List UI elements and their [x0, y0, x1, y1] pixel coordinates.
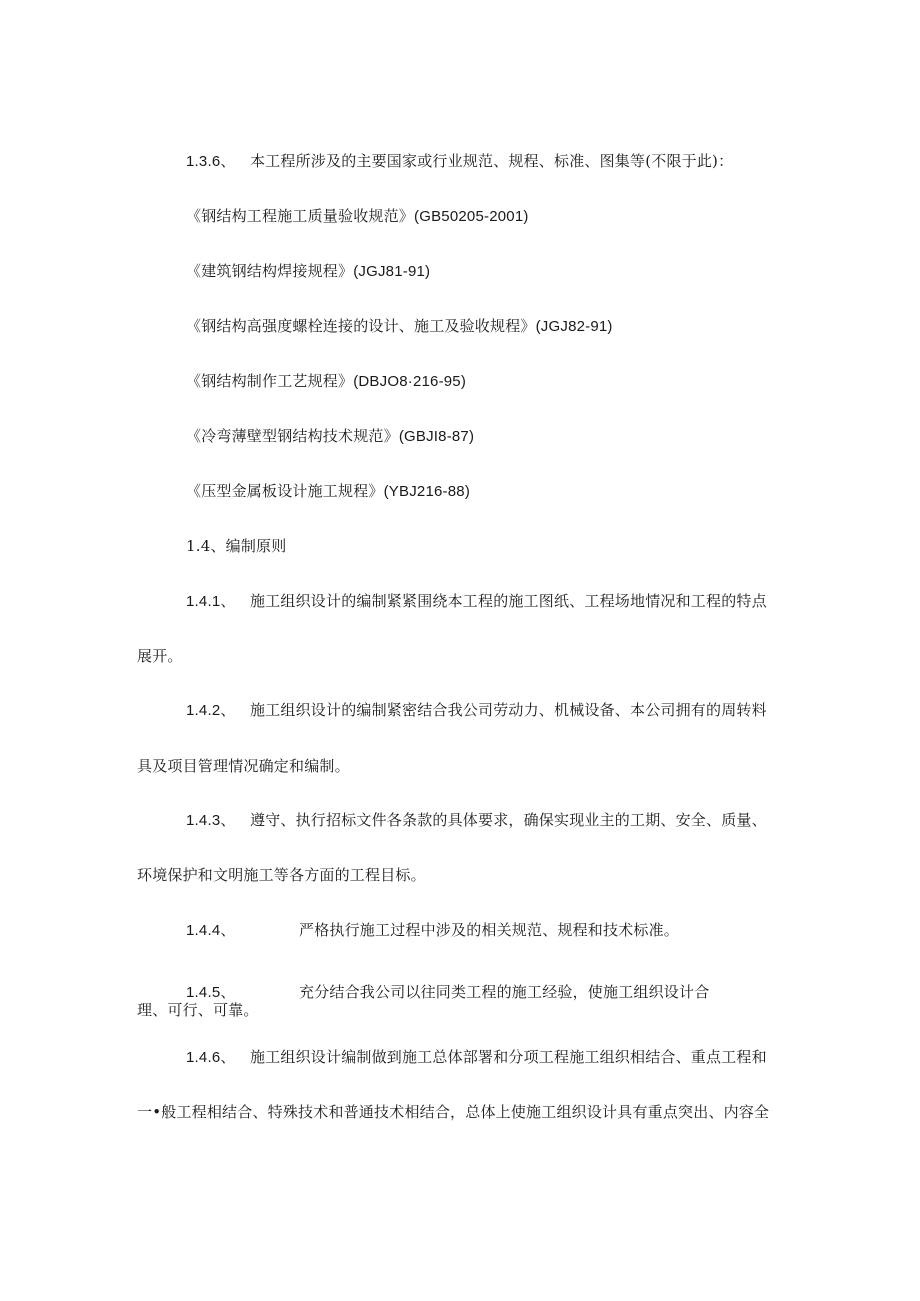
section-1-3-6	[186, 151, 733, 172]
reference-title: 《钢结构制作工艺规程》	[186, 372, 354, 390]
section-1-4-5	[186, 982, 709, 1003]
reference-title: 《钢结构高强度螺栓连接的设计、施工及验收规程》	[186, 317, 536, 335]
reference-title: 《压型金属板设计施工规程》	[186, 482, 384, 500]
section-number: 1.4.4、	[186, 922, 236, 939]
reference-item	[186, 206, 529, 227]
reference-code: (YBJ216-88)	[383, 483, 471, 500]
section-text: 本工程所涉及的主要国家或行业规范、规程、标准、图集等(不限于此)：	[250, 152, 734, 170]
section-number: 1.4.3、	[186, 812, 236, 829]
reference-item	[186, 316, 613, 337]
section-number: 1.4.2、	[186, 702, 236, 719]
reference-title: 《冷弯薄壁型钢结构技术规范》	[186, 427, 399, 445]
reference-title: 《钢结构工程施工质量验收规范》	[186, 207, 415, 225]
section-1-4-heading: 1.4、编制原则	[186, 537, 287, 555]
reference-code: (GB50205-2001)	[414, 208, 529, 225]
reference-title: 《建筑钢结构焊接规程》	[186, 262, 354, 280]
section-1-4-1	[186, 591, 767, 612]
section-1-4-1-continuation: 展开。	[137, 647, 183, 665]
section-text: 施工组织设计编制做到施工总体部署和分项工程施工组织相结合、重点工程和	[250, 1048, 767, 1066]
section-1-4-4	[186, 920, 679, 941]
reference-item	[186, 371, 466, 392]
section-1-4-3-continuation: 环境保护和文明施工等各方面的工程目标。	[137, 866, 426, 884]
reference-item	[186, 261, 430, 282]
section-1-4-2-continuation: 具及项目管理情况确定和编制。	[137, 757, 350, 775]
section-1-4-2	[186, 700, 767, 721]
reference-code: (GBJI8-87)	[398, 428, 475, 445]
section-text: 严格执行施工过程中涉及的相关规范、规程和技术标准。	[299, 921, 680, 939]
section-number: 1.3.6、	[186, 153, 236, 170]
section-1-4-6-continuation: 一•般工程相结合、特殊技术和普通技术相结合，总体上使施工组织设计具有重点突出、内容全	[137, 1103, 770, 1121]
reference-item	[186, 426, 474, 447]
section-1-4-6	[186, 1047, 767, 1068]
section-number: 1.4.6、	[186, 1049, 236, 1066]
section-number: 1.4.1、	[186, 593, 236, 610]
reference-item	[186, 481, 470, 502]
reference-code: (JGJ81-91)	[353, 263, 431, 280]
section-text: 遵守、执行招标文件各条款的具体要求，确保实现业主的工期、安全、质量、	[250, 811, 767, 829]
section-text: 施工组织设计的编制紧密结合我公司劳动力、机械设备、本公司拥有的周转料	[250, 701, 767, 719]
section-1-4-3	[186, 810, 767, 831]
section-number: 1.4.5、	[186, 984, 236, 1001]
section-text: 充分结合我公司以往同类工程的施工经验，使施工组织设计合	[299, 983, 710, 1001]
section-1-4-5-continuation: 理、可行、可靠。	[137, 1001, 259, 1019]
reference-code: (DBJO8·216-95)	[353, 373, 467, 390]
reference-code: (JGJ82-91)	[535, 318, 613, 335]
section-text: 施工组织设计的编制紧紧围绕本工程的施工图纸、工程场地情况和工程的特点	[250, 592, 767, 610]
